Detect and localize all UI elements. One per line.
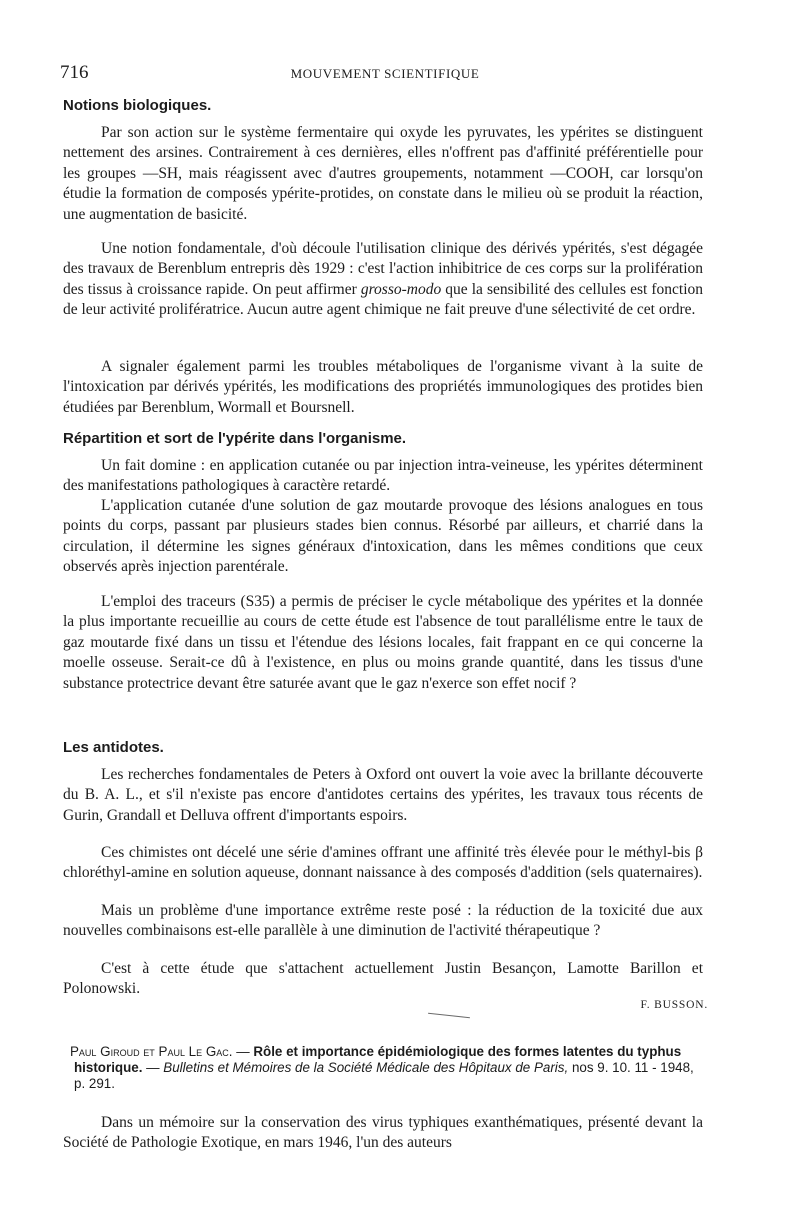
bibliography-title: Rôle et importance épidémiologique des formes latentes du typhus historique.: [74, 1044, 682, 1076]
running-title: MOUVEMENT SCIENTIFIQUE: [290, 66, 480, 81]
paragraph: L'emploi des traceurs (S35) a permis de préciser le cycle métabolique des ypérites et la donnée la plus importante recueillie au cours de cette étude est l'absence de tout parallélisme entre le taux de gaz moutarde fixé dans un tissu et l'étendue des lésions locales, fait frappant en ce qui concerne la moelle osseuse. Serait-ce dû à l'existence, en plus ou moins grande quantité, dans les tissus d'une substance protectrice devant être saturée avant que le gaz n'exerce son effet nocif ?: [63, 593, 703, 692]
paragraph: Par son action sur le système fermentaire qui oxyde les pyruvates, les ypérites se distinguent nettement des arsines. Contrairement à ces dernières, elles n'offrent pas d'affinité préférentielle pour les groupes —SH, mais réagissent avec d'autres groupements, notamment —COOH, car lorsqu'on étudie la formation de composés ypérite-protides, on constate dans le milieu où se produit la réaction, une augmentation de basicité.: [63, 124, 703, 223]
paragraph: C'est à cette étude que s'attachent actuellement Justin Besançon, Lamotte Barillon et Polonowski.: [63, 960, 703, 998]
author-signature: F. BUSSON.: [640, 999, 708, 1011]
paragraph: Ces chimistes ont décelé une série d'amines offrant une affinité très élevée pour le méthyl-bis β chloréthyl-amine en solution aqueuse, donnant naissance à des composés d'addition (sels quaternaires).: [63, 844, 703, 882]
page-header: [60, 62, 710, 84]
paragraph: L'application cutanée d'une solution de gaz moutarde provoque des lésions analogues en tous points du corps, passant par plusieurs stades bien connus. Résorbé par ailleurs, et charrié dans la circulation, il détermine les signes généraux d'intoxication, dans les mêmes conditions que ceux observés après injection parentérale.: [63, 497, 703, 576]
paragraph-text: que la sensibilité des cellules est fonction de leur activité prolifératrice. Aucun autre agent chimique ne fait preuve d'une sélectivité de cet ordre.: [63, 280, 704, 319]
paragraph: Un fait domine : en application cutanée ou par injection intra-veineuse, les ypérites déterminent des manifestations pathologiques à caractère retardé.: [63, 457, 703, 495]
page-number: 716: [60, 62, 89, 83]
bibliography-authors: Paul Giroud et Paul Le Gac.: [70, 1044, 233, 1059]
paragraph: A signaler également parmi les troubles métaboliques de l'organisme vivant à la suite de l'intoxication par dérivés ypérités, les modifications des propriétés immunologiques des protides bien étudiées par Berenblum, Wormall et Boursnell.: [63, 358, 703, 416]
italic-phrase: grosso-modo: [360, 280, 442, 298]
section-heading-antidotes: Les antidotes.: [63, 739, 164, 756]
paragraph: Mais un problème d'une importance extrême reste posé : la réduction de la toxicité due aux nouvelles combinaisons est-elle parallèle à une diminution de l'activité thérapeutique ?: [63, 902, 703, 940]
bibliography-details: nos 9. 10. 11 - 1948, p. 291.: [74, 1060, 694, 1092]
section-heading-repartition: Répartition et sort de l'ypérite dans l'organisme.: [63, 430, 407, 447]
separator-rule: [428, 1013, 470, 1018]
paragraph-text: Une notion fondamentale, d'où découle l'utilisation clinique des dérivés ypérités, s'est dégagée des travaux de Berenblum entrepris dès 1929 : c'est l'action inhibitrice de ces corps sur la prolifération des tissus à croissance rapide. On peut affirmer: [63, 240, 703, 298]
paragraph: Dans un mémoire sur la conservation des virus typhiques exanthématiques, présenté devant la Société de Pathologie Exotique, en mars 1946, l'un des auteurs: [63, 1114, 703, 1152]
paragraph: Les recherches fondamentales de Peters à Oxford ont ouvert la voie avec la brillante découverte du B. A. L., et s'il n'existe pas encore d'antidotes certains des ypérites, les travaux tous récents de Gurin, Grandall et Delluva offrent d'importants espoirs.: [63, 766, 703, 824]
bibliography-entry: Paul Giroud et Paul Le Gac. — Rôle et importance épidémiologique des formes latentes du typhus historique. — Bulletins et Mémoires de la Société Médicale des Hôpitaux de Paris, nos 9. 10. 11 - 1948, p. 291.: [70, 1044, 694, 1092]
section-heading-biologiques: Notions biologiques.: [63, 97, 212, 114]
bibliography-journal: Bulletins et Mémoires de la Société Médicale des Hôpitaux de Paris,: [163, 1060, 569, 1076]
paragraph: [63, 239, 703, 321]
